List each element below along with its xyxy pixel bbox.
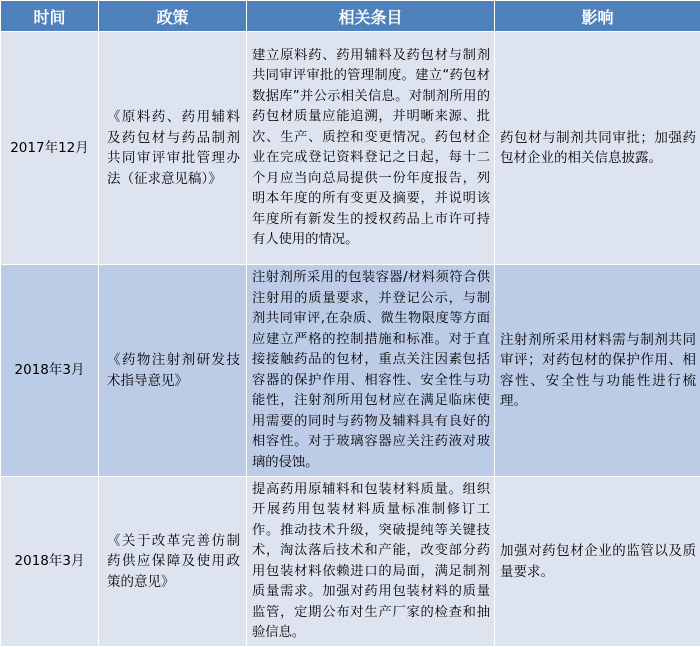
cell-time: 2018年3月 — [1, 265, 99, 477]
cell-items: 提高药用原辅料和包装材料质量。组织开展药用包装材料质量标准制修订工作。推动技术升级，突破提纯等关键技术，淘汰落后技术和产能，改变部分药用包装材料依赖进口的局面，满足制剂质量需求。加强对药用包装材料的质量监管，定期公布对生产厂家的检查和抽验信息。 — [247, 477, 495, 647]
cell-impact: 药包材与制剂共同审批；加强药包材企业的相关信息披露。 — [495, 32, 700, 265]
cell-time: 2017年12月 — [1, 32, 99, 265]
column-header-policy: 政策 — [99, 1, 247, 32]
table-row — [1, 265, 700, 477]
cell-time: 2018年3月 — [1, 477, 99, 647]
table-row — [1, 477, 700, 647]
cell-impact: 加强对药包材企业的监管以及质量要求。 — [495, 477, 700, 647]
column-header-time: 时间 — [1, 1, 99, 32]
header-row — [1, 1, 700, 32]
column-header-impact: 影响 — [495, 1, 700, 32]
cell-policy: 《关于改革完善仿制药供应保障及使用政策的意见》 — [99, 477, 247, 647]
cell-policy: 《原料药、药用辅料及药包材与药品制剂共同审评审批管理办法（征求意见稿）》 — [99, 32, 247, 265]
table-row — [1, 32, 700, 265]
cell-items: 注射剂所采用的包装容器/材料须符合供注射用的质量要求，并登记公示，与制剂共同审评,在杂质、微生物限度等方面应建立严格的控制措施和标准。对于直接接触药品的包材，重点关注因素包括容器的保护作用、相容性、安全性与功能性，注射剂所用包材应在满足临床使用需要的同时与药物及辅料具有良好的相容性。对于玻璃容器应关注药液对玻璃的侵蚀。 — [247, 265, 495, 477]
cell-items: 建立原料药、药用辅料及药包材与制剂共同审评审批的管理制度。建立“药包材数据库”并公示相关信息。对制剂所用的药包材质量应能追溯，并明晰来源、批次、生产、质控和变更情况。药包材企业在完成登记资料登记之日起，每十二个月应当向总局提供一份年度报告，列明本年度的所有变更及摘要，并说明该年度所有新发生的授权药品上市许可持有人使用的情况。 — [247, 32, 495, 265]
cell-policy: 《药物注射剂研发技术指导意见》 — [99, 265, 247, 477]
cell-impact: 注射剂所采用材料需与制剂共同审评；对药包材的保护作用、相容性、安全性与功能性进行梳理。 — [495, 265, 700, 477]
column-header-items: 相关条目 — [247, 1, 495, 32]
